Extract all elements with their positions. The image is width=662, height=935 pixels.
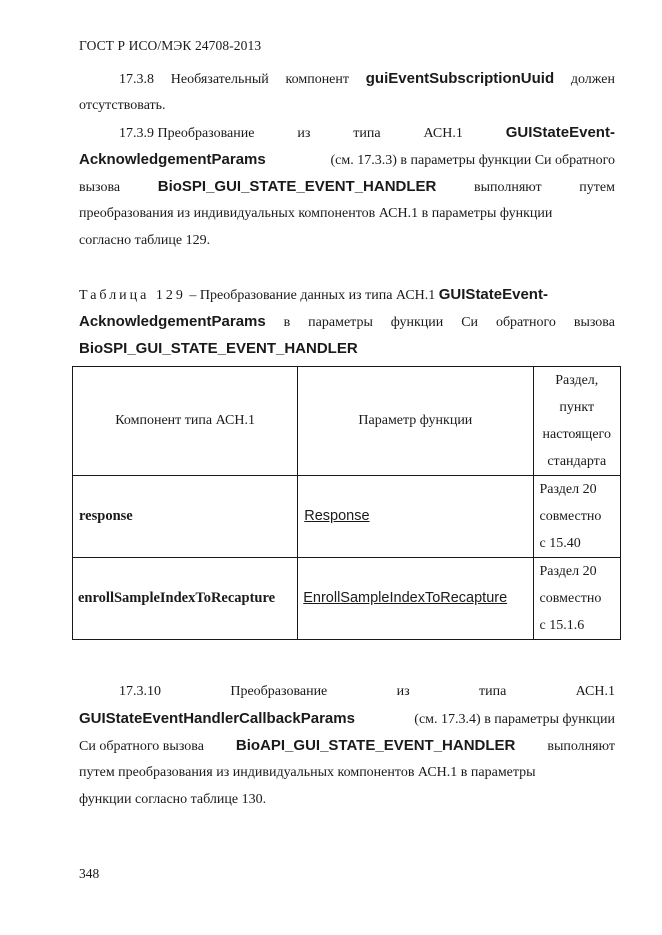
word: из [297, 126, 311, 141]
term-biospi-gui-state-event-handler: BioSPI_GUI_STATE_EVENT_HANDLER [79, 340, 358, 357]
component-name: enrollSampleIndexToRecapture [78, 590, 276, 606]
cell-section [533, 476, 621, 558]
para-17-3-9-line-5: согласно таблице 129. [79, 233, 211, 248]
section-line: с 15.40 [539, 536, 581, 551]
word: Преобразование [230, 684, 328, 699]
word: выполняют [474, 180, 542, 195]
para-17-3-10-line-2 [79, 705, 615, 732]
word: компонент [285, 72, 350, 87]
conversion-table [72, 366, 621, 640]
document-header: ГОСТ Р ИСО/МЭК 24708-2013 [79, 38, 262, 53]
table-row [73, 476, 621, 558]
para-17-3-10-line-3 [79, 732, 615, 759]
table-header-row [73, 367, 621, 476]
component-name: response [79, 508, 133, 524]
cell-section [533, 558, 621, 640]
para-number: 17.3.9 [119, 126, 154, 141]
table-row [73, 558, 621, 640]
table-label: Таблица 129 [79, 288, 186, 303]
para-number: 17.3.8 [119, 72, 154, 87]
word: Необязательный [170, 72, 269, 87]
response-link[interactable]: Response [304, 508, 370, 524]
para-17-3-10-line-1 [79, 678, 615, 705]
section-line: с 15.1.6 [539, 618, 585, 633]
term-gui-state-event: GUIStateEvent- [438, 286, 548, 303]
word: Си [461, 315, 479, 330]
enroll-sample-index-link[interactable]: EnrollSampleIndexToRecapture [303, 590, 508, 606]
word: выполняют [547, 739, 615, 754]
section-line: совместно [539, 591, 602, 606]
para-17-3-10-line-5: функции согласно таблице 130. [79, 792, 267, 807]
word: АСН.1 [423, 126, 463, 141]
term-acknowledgement-params: AcknowledgementParams [79, 151, 266, 168]
term-acknowledgement-params: AcknowledgementParams [79, 313, 266, 330]
para-17-3-9-line-2 [79, 146, 615, 173]
term-biospi-gui-state-event-handler: BioSPI_GUI_STATE_EVENT_HANDLER [157, 178, 437, 195]
cell-parameter [298, 558, 533, 640]
header-section [533, 367, 621, 476]
section-line: совместно [539, 509, 602, 524]
word: АСН.1 [575, 684, 615, 699]
term-gui-state-event: GUIStateEvent- [505, 124, 615, 141]
word: из [396, 684, 410, 699]
header-component: Компонент типа АСН.1 [73, 367, 298, 476]
cell-component [73, 558, 298, 640]
text: – Преобразование данных из типа АСН.1 [189, 288, 436, 303]
word: Преобразование [157, 126, 255, 141]
para-17-3-9-line-1 [79, 119, 615, 146]
para-number: 17.3.10 [119, 684, 161, 699]
header-section-line: настоящего [542, 427, 611, 442]
header-section-line: стандарта [547, 454, 607, 469]
word: типа [353, 126, 381, 141]
table-caption-line-1 [79, 281, 615, 308]
para-17-3-9-line-3 [79, 173, 615, 200]
header-parameter: Параметр функции [298, 367, 533, 476]
table-caption-line-2 [79, 308, 615, 335]
table-caption-line-3 [79, 335, 615, 362]
para-17-3-9-line-4: преобразования из индивидуальных компонентов АСН.1 в параметры функции [79, 206, 553, 221]
text: (см. 17.3.4) в параметры функции [414, 712, 615, 727]
para-17-3-8-line-2: отсутствовать. [79, 98, 166, 113]
word: должен [570, 72, 615, 87]
cell-component [73, 476, 298, 558]
para-17-3-10-line-4: путем преобразования из индивидуальных компонентов АСН.1 в параметры [79, 765, 536, 780]
word: функции [390, 315, 444, 330]
word: путем [579, 180, 615, 195]
word: типа [478, 684, 507, 699]
text: Си обратного вызова [79, 739, 204, 754]
word: в [283, 315, 291, 330]
word: параметры [308, 315, 373, 330]
cell-parameter [298, 476, 533, 558]
section-line: Раздел 20 [539, 564, 597, 579]
term-bioapi-gui-state-event-handler: BioAPI_GUI_STATE_EVENT_HANDLER [235, 737, 516, 754]
header-section-line: пункт [559, 400, 595, 415]
section-line: Раздел 20 [539, 482, 597, 497]
term-gui-state-event-handler-callback-params: GUIStateEventHandlerCallbackParams [79, 710, 355, 727]
header-section-line: Раздел, [555, 373, 599, 388]
page-number: 348 [79, 866, 100, 881]
text: (см. 17.3.3) в параметры функции Си обратного [330, 153, 615, 168]
para-17-3-8-line-1 [79, 65, 615, 92]
word: вызова [573, 315, 615, 330]
term-gui-event-subscription-uuid: guiEventSubscriptionUuid [365, 70, 555, 87]
word: обратного [495, 315, 556, 330]
word: вызова [79, 180, 121, 195]
